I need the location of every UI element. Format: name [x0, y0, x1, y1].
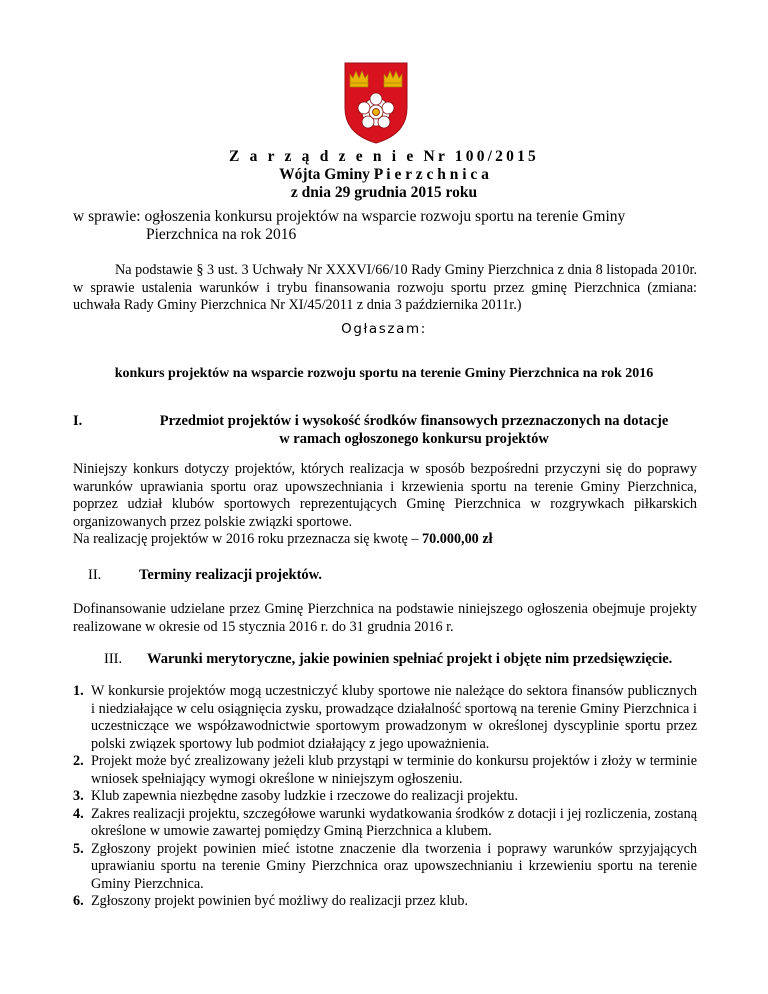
list-item-number: 2.	[73, 753, 84, 769]
subject-line-1: w sprawie: ogłoszenia konkursu projektów na wsparcie rozwoju sportu na terenie Gminy	[73, 208, 626, 225]
section-2-text: Dofinansowanie udzielane przez Gminę Pierzchnica na podstawie niniejszego ogłoszenia obejmuje projekty realizowane w okresie od 15 stycznia 2016 r. do 31 grudnia 2016 r.	[73, 601, 697, 635]
section-2-number: II.	[88, 567, 102, 583]
list-item-text: Projekt może być zrealizowany jeżeli klub przystąpi w terminie do konkursu projektów i złoży w terminie wniosek spełniający wymogi określone w niniejszym ogłoszeniu.	[91, 753, 697, 787]
title-line-1: Z a r z ą d z e n i e Nr 100/2015	[229, 148, 539, 165]
section-1-amount-text: Na realizację projektów w 2016 roku przeznacza się kwotę –	[73, 531, 423, 547]
subject	[73, 208, 625, 244]
section-1-amount	[73, 531, 697, 549]
list-item	[73, 841, 697, 894]
section-3-number: III.	[104, 651, 123, 667]
list-item	[73, 893, 697, 911]
list-item	[73, 753, 697, 788]
section-3-list	[73, 683, 697, 911]
section-1-number: I.	[73, 413, 83, 429]
section-2-body	[73, 601, 697, 636]
section-1-title-line-2: w ramach ogłoszonego konkursu projektów	[279, 430, 549, 447]
legal-basis-text: Na podstawie § 3 ust. 3 Uchwały Nr XXXVI/66/10 Rady Gminy Pierzchnica z dnia 8 listopada 2010r. w sprawie ustalenia warunków i trybu finansowania rozwoju sportu przez gminę Pierzchnica (zmiana: uchwała Rady Gminy Pierzchnica Nr XI/45/2011 z dnia 3 października 2011r.)	[73, 262, 697, 313]
subject-line-2: Pierzchnica na rok 2016	[146, 226, 297, 243]
list-item-text: Zgłoszony projekt powinien być możliwy do realizacji przez klub.	[91, 893, 469, 909]
list-item-text: W konkursie projektów mogą uczestniczyć kluby sportowe nie należące do sektora finansów publicznych i niedziałające w celu osiągnięcia zysku, prowadzące działalność sportową na terenie Gminy Pierzchnica i uczestniczące we współzawodnictwie sportowym prowadzonym w określonej dyscyplinie sportu przez polski związek sportowy lub podmiot działający z jego upoważnienia.	[91, 683, 697, 752]
list-item-text: Zgłoszony projekt powinien mieć istotne znaczenie dla tworzenia i poprawy warunków sprzyjających uprawianiu sportu na terenie Gminy Pierzchnica oraz upowszechnianiu i krzewieniu sportu na terenie Gminy Pierzchnica.	[91, 840, 697, 892]
section-1-title	[0, 413, 768, 448]
list-item-number: 3.	[73, 788, 84, 804]
list-item-text: Klub zapewnia niezbędne zasoby ludzkie i rzeczowe do realizacji projektu.	[91, 788, 519, 804]
list-item-number: 6.	[73, 893, 84, 909]
list-item-number: 1.	[73, 683, 84, 699]
section-1-text: Niniejszy konkurs dotyczy projektów, których realizacja w sposób bezpośredni przyczyni się do poprawy warunków uprawiania sportu oraz upowszechniania i krzewienia sportu na terenie Gminy Pierzchnica, poprzez udział klubów sportowych reprezentujących Gminę Pierzchnica w rozgrywkach piłkarskich organizowanych przez polskie związki sportowe.	[73, 461, 697, 530]
contest-title: konkurs projektów na wsparcie rozwoju sportu na terenie Gminy Pierzchnica na rok 2016	[114, 366, 654, 381]
announcement-heading: Ogłaszam:	[341, 321, 427, 337]
legal-basis	[73, 262, 697, 315]
list-item-number: 4.	[73, 805, 84, 822]
section-2-title: Terminy realizacji projektów.	[139, 567, 322, 583]
list-item	[73, 788, 697, 806]
title-line-3: z dnia 29 grudnia 2015 roku	[290, 184, 478, 201]
coat-of-arms-emblem	[344, 62, 408, 144]
section-1-title-line-1: Przedmiot projektów i wysokość środków finansowych przeznaczonych na dotacje	[159, 413, 669, 429]
section-1-body	[73, 461, 697, 549]
section-3-title: Warunki merytoryczne, jakie powinien spełniać projekt i objęte nim przedsięwzięcie.	[147, 651, 673, 667]
list-item-number: 5.	[73, 840, 84, 857]
section-1-amount-value: 70.000,00 zł	[422, 531, 493, 547]
title-line-2: Wójta Gminy P i e r z c h n i c a	[279, 166, 489, 183]
list-item	[73, 683, 697, 753]
document-title	[0, 148, 768, 202]
list-item	[73, 806, 697, 841]
list-item-text: Zakres realizacji projektu, szczegółowe warunki wydatkowania środków z dotacji i jej rozliczenia, zostaną określone w umowie zawartej pomiędzy Gminą Pierzchnica a klubem.	[91, 805, 697, 839]
